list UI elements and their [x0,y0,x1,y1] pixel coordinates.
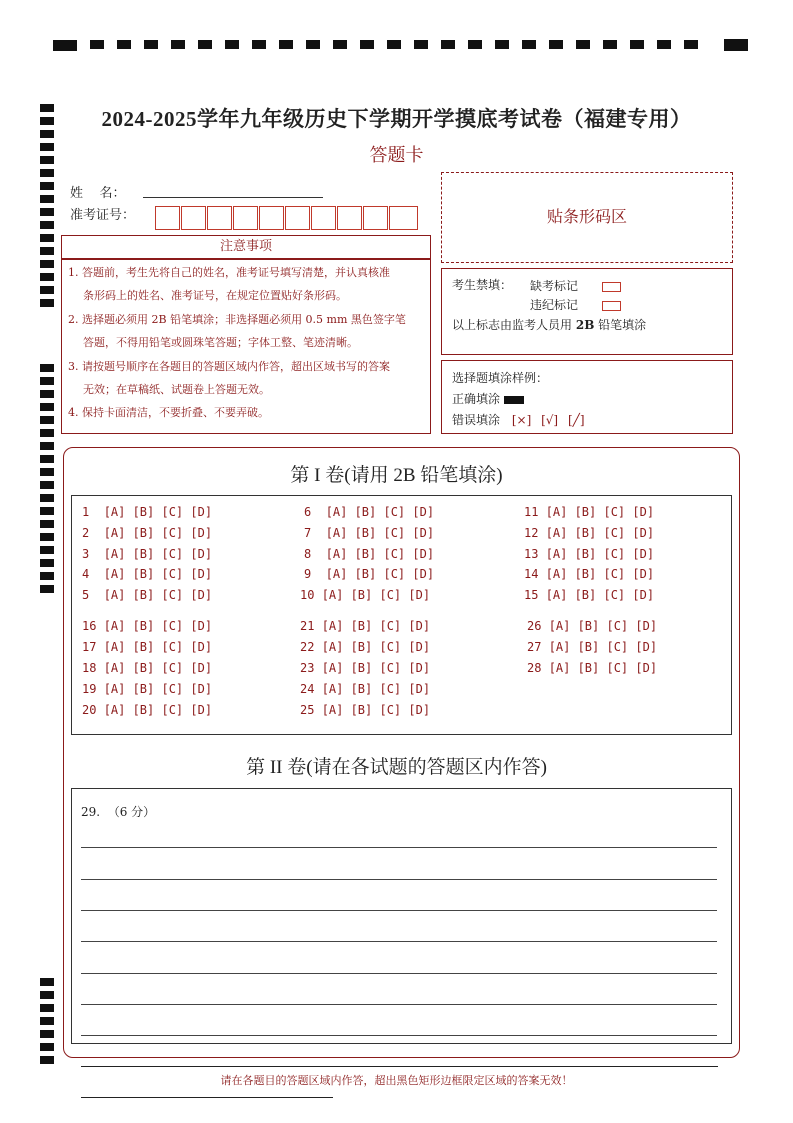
exam-id-boxes[interactable] [155,206,420,230]
forbidden-note-prefix: 以上标志由监考人员用 [452,318,573,332]
question-8[interactable]: 8 [A] [B] [C] [D] [304,547,435,561]
exam-title: 2024-2025学年九年级历史下学期开学摸底考试卷（福建专用） [101,107,692,131]
question-18[interactable]: 18 [A] [B] [C] [D] [82,661,213,675]
id-digit-box[interactable] [181,206,206,230]
id-digit-box[interactable] [259,206,284,230]
question-11[interactable]: 11 [A] [B] [C] [D] [524,505,655,519]
forbidden-box [441,268,733,355]
id-digit-box[interactable] [337,206,362,230]
notice-header [61,235,431,259]
notice-item-2: 2. 选择题必须用 2B 铅笔填涂；非选择题必须用 0.5 mm 黑色签字笔 [68,313,406,326]
question-15[interactable]: 15 [A] [B] [C] [D] [524,588,655,602]
forbidden-label: 考生禁填： [452,278,513,292]
question-27[interactable]: 27 [A] [B] [C] [D] [527,640,658,654]
question-2[interactable]: 2 [A] [B] [C] [D] [82,526,213,540]
section2-title: 第 II 卷(请在各试题的答题区内作答) [246,757,547,778]
wrong-mark-check: [√] [541,413,559,427]
question-21[interactable]: 21 [A] [B] [C] [D] [300,619,431,633]
question-23[interactable]: 23 [A] [B] [C] [D] [300,661,431,675]
correct-fill-sample [504,396,524,404]
notice-item-1-cont: 条形码上的姓名、准考证号，在规定位置贴好条形码。 [83,289,347,302]
section1-title: 第 I 卷(请用 2B 铅笔填涂) [290,465,503,486]
forbidden-note-suffix: 铅笔填涂 [598,318,647,332]
fill-example-box [441,360,733,434]
wrong-mark-slash: [╱] [567,413,585,427]
notice-box [61,259,431,434]
question-22[interactable]: 22 [A] [B] [C] [D] [300,640,431,654]
question-26[interactable]: 26 [A] [B] [C] [D] [527,619,658,633]
barcode-area [441,172,733,263]
question-24[interactable]: 24 [A] [B] [C] [D] [300,682,431,696]
forbidden-note [452,316,646,333]
question-20[interactable]: 20 [A] [B] [C] [D] [82,703,213,717]
question-25[interactable]: 25 [A] [B] [C] [D] [300,703,431,717]
violation-mark-label: 违纪标记 [530,298,579,312]
question-1[interactable]: 1 [A] [B] [C] [D] [82,505,213,519]
question-10[interactable]: 10 [A] [B] [C] [D] [300,588,431,602]
id-digit-box[interactable] [363,206,388,230]
absent-mark-box[interactable] [602,282,621,292]
wrong-fill-row [452,411,585,428]
footer-warning: 请在各题目的答题区域内作答，超出黑色矩形边框限定区域的答案无效！ [220,1074,573,1087]
forbidden-note-bold: 2B [575,318,595,332]
question-3[interactable]: 3 [A] [B] [C] [D] [82,547,213,561]
notice-item-3-cont: 无效；在草稿纸、试题卷上答题无效。 [83,383,270,396]
name-label: 姓 名： [70,186,126,201]
correct-fill-label: 正确填涂 [452,392,501,406]
id-digit-box[interactable] [155,206,180,230]
fill-example-label: 选择题填涂样例： [452,371,549,385]
answer-sheet-subtitle: 答题卡 [369,145,424,166]
question-16[interactable]: 16 [A] [B] [C] [D] [82,619,213,633]
id-digit-box[interactable] [233,206,258,230]
question-4[interactable]: 4 [A] [B] [C] [D] [82,567,213,581]
correct-fill-row [452,390,524,407]
question-28[interactable]: 28 [A] [B] [C] [D] [527,661,658,675]
question-19[interactable]: 19 [A] [B] [C] [D] [82,682,213,696]
barcode-label: 贴条形码区 [546,207,627,226]
id-digit-box[interactable] [389,206,418,230]
question-6[interactable]: 6 [A] [B] [C] [D] [304,505,435,519]
question-14[interactable]: 14 [A] [B] [C] [D] [524,567,655,581]
question-17[interactable]: 17 [A] [B] [C] [D] [82,640,213,654]
absent-mark-row [530,277,621,294]
violation-mark-box[interactable] [602,301,621,311]
notice-item-3: 3. 请按题号顺序在各题目的答题区域内作答，超出区域书写的答案 [68,360,390,373]
name-field[interactable] [143,197,323,198]
footer-line-top [81,1066,718,1067]
footer-line-bottom [81,1097,333,1098]
absent-mark-label: 缺考标记 [530,279,579,293]
question-5[interactable]: 5 [A] [B] [C] [D] [82,588,213,602]
exam-id-label: 准考证号： [70,208,136,223]
notice-item-4: 4. 保持卡面清洁，不要折叠、不要弄破。 [68,406,269,419]
notice-item-2-cont: 答题，不得用铅笔或圆珠笔答题；字体工整、笔迹清晰。 [83,336,358,349]
notice-heading: 注意事项 [219,239,272,254]
question-9[interactable]: 9 [A] [B] [C] [D] [304,567,435,581]
question-29-label: 29. （6 分） [81,805,156,819]
id-digit-box[interactable] [207,206,232,230]
question-7[interactable]: 7 [A] [B] [C] [D] [304,526,435,540]
id-digit-box[interactable] [311,206,336,230]
wrong-mark-x: [×] [511,413,532,427]
notice-item-1: 1. 答题前，考生先将自己的姓名，准考证号填写清楚，并认真核准 [68,266,390,279]
question-12[interactable]: 12 [A] [B] [C] [D] [524,526,655,540]
violation-mark-row [530,296,621,313]
id-digit-box[interactable] [285,206,310,230]
question-13[interactable]: 13 [A] [B] [C] [D] [524,547,655,561]
wrong-fill-label: 错误填涂 [452,413,501,427]
section2-answer-box [71,788,732,1044]
